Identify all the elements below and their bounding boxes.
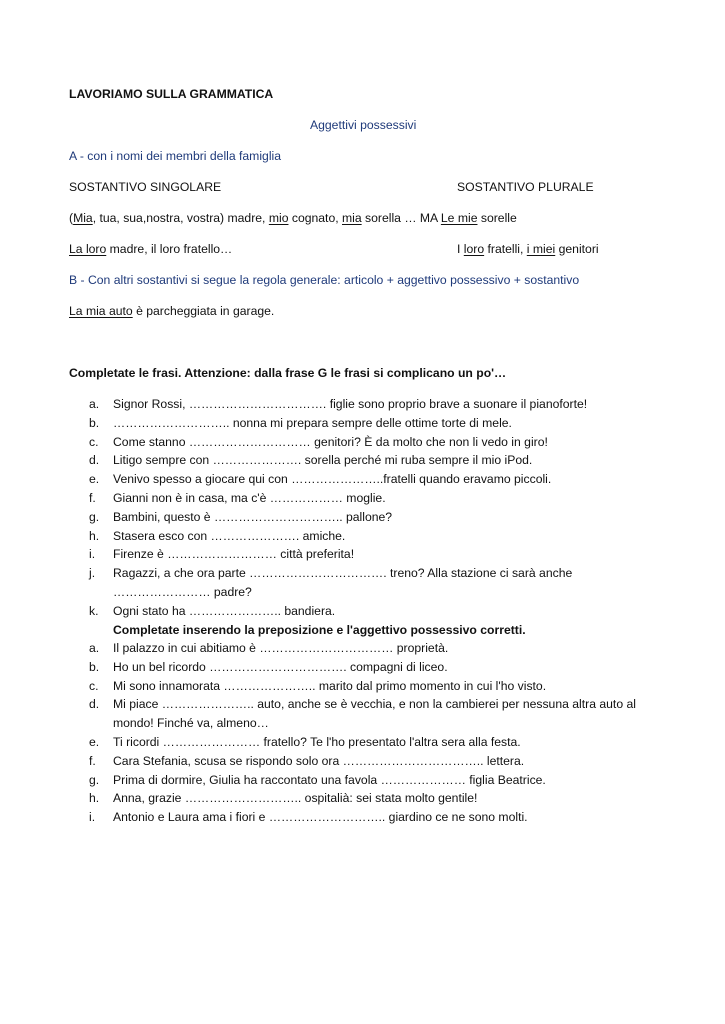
list-item [69,508,669,527]
item-text: Cara Stefania, scusa se rispondo solo ora …………………………….. lettera. [113,753,525,768]
item-marker: k. [89,603,99,618]
list-item [69,695,669,733]
list-item [69,395,669,414]
section-b-heading: B - Con altri sostantivi si segue la regola generale: articolo + aggettivo possessivo + sostantivo [69,273,580,287]
list-item [69,639,669,658]
item-text: Ho un bel ricordo ……………………………. compagni di liceo. [113,659,448,674]
list-item [69,527,669,546]
item-marker: e. [89,734,100,749]
column-plural-label: SOSTANTIVO PLURALE [457,180,594,194]
item-marker: f. [89,490,96,505]
item-text: ……………………….. nonna mi prepara sempre delle ottime torte di mele. [113,415,512,430]
item-marker: a. [89,397,100,411]
item-marker: h. [89,791,100,806]
item-marker: e. [89,472,100,487]
item-text: Signor Rossi, ……………………………. figlie sono proprio brave a suonare il pianoforte! [113,397,588,411]
item-marker: b. [89,659,100,674]
item-text: Ti ricordi …………………… fratello? Te l'ho presentato l'altra sera alla festa. [113,734,521,749]
item-text: Mi sono innamorata ………………….. marito dal primo momento in cui l'ho visto. [113,678,547,693]
item-marker: d. [89,453,100,468]
exercise-2-heading: Completate inserendo la preposizione e l'aggettivo possessivo corretti. [113,623,526,637]
list-item [69,677,669,696]
list-item [69,451,669,470]
item-text: Il palazzo in cui abitiamo è …………………………… proprietà. [113,641,449,655]
item-text: Mi piace ………………….. auto, anche se è vecchia, e non la cambierei per nessuna altra auto al mondo! Finché va, almeno… [113,697,636,731]
item-text: Litigo sempre con …………………. sorella perché mi ruba sempre il mio iPod. [113,453,533,468]
item-marker: i. [89,810,96,825]
list-item [69,752,669,771]
item-text: Venivo spesso a giocare qui con …………………..fratelli quando eravamo piccoli. [113,472,552,487]
item-text: Ogni stato ha ………………….. bandiera. [113,603,336,618]
list-item [69,658,669,677]
list-item [69,771,669,790]
page-title: LAVORIAMO SULLA GRAMMATICA [69,87,274,101]
item-text: Antonio e Laura ama i fiori e ……………………….. giardino ce ne sono molti. [113,810,528,825]
list-item [69,564,669,602]
item-marker: h. [89,528,100,543]
exercise-1-list [69,395,669,621]
list-item [69,470,669,489]
list-item [69,489,669,508]
list-item [69,602,669,621]
item-text: Gianni non è in casa, ma c'è ……………… moglie. [113,490,386,505]
list-item [69,433,669,452]
example-row-a1: (Mia, tua, sua,nostra, vostra) madre, mio cognato, mia sorella … MA Le mie sorelle [69,211,517,225]
list-item [69,733,669,752]
list-item [69,789,669,808]
item-marker: a. [89,641,100,655]
section-a-heading: A - con i nomi dei membri della famiglia [69,149,282,163]
column-singular-label: SOSTANTIVO SINGOLARE [69,180,222,194]
exercise-2-list [69,639,669,827]
example-row-a2-singular: La loro madre, il loro fratello… [69,242,233,256]
item-text: Bambini, questo è ………………………….. pallone? [113,509,393,524]
list-item [69,808,669,827]
item-marker: g. [89,772,100,787]
exercise-1-heading: Completate le frasi. Attenzione: dalla frase G le frasi si complicano un po'… [69,366,507,380]
item-text: Ragazzi, a che ora parte ……………………………. treno? Alla stazione ci sarà anche …………………… padre? [113,566,573,599]
item-text: Stasera esco con …………………. amiche. [113,528,346,543]
item-marker: b. [89,415,100,430]
example-row-a2-plural: I loro fratelli, i miei genitori [457,242,599,256]
list-item [69,545,669,564]
list-item [69,414,669,433]
page-subtitle: Aggettivi possessivi [310,118,417,132]
item-text: Prima di dormire, Giulia ha raccontato una favola ………………… figlia Beatrice. [113,772,546,787]
item-text: Come stanno ………………………… genitori? È da molto che non li vedo in giro! [113,434,548,449]
item-text: Firenze è ……………………… città preferita! [113,547,355,562]
example-b: La mia auto è parcheggiata in garage. [69,304,275,318]
item-marker: f. [89,753,96,768]
item-text: Anna, grazie ……………………….. ospitalià: sei stata molto gentile! [113,791,478,806]
item-marker: i. [89,547,96,562]
item-marker: j. [89,566,96,581]
item-marker: d. [89,697,100,712]
item-marker: c. [89,678,99,693]
item-marker: g. [89,509,100,524]
item-marker: c. [89,434,99,449]
